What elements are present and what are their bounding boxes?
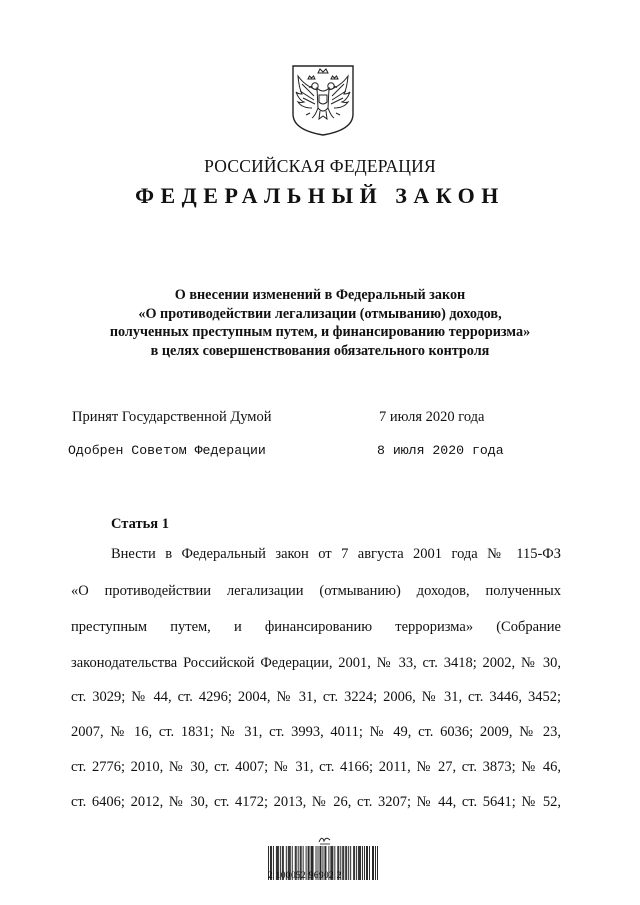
article-text-line: «О противодействии легализации (отмыванию) доходов, полученных: [71, 583, 561, 599]
article-text-line: законодательства Российской Федерации, 2001, № 33, ст. 3418; 2002, № 30,: [71, 655, 561, 671]
barcode-number: 2 100052 96902 2: [268, 871, 342, 881]
title-line: О внесении изменений в Федеральный закон: [174, 287, 466, 303]
title-line: в целях совершенствования обязательного контроля: [150, 343, 490, 360]
article-text-line: преступным путем, и финансированию терроризма» (Собрание: [71, 619, 561, 635]
article-text-line: ст. 3029; № 44, ст. 4296; 2004, № 31, ст. 3224; 2006, № 31, ст. 3446, 3452;: [71, 689, 561, 705]
registration-mark-icon: [318, 833, 332, 845]
coat-of-arms-icon: [290, 64, 356, 136]
article-text-line: Внести в Федеральный закон от 7 августа 2001 года № 115-ФЗ: [111, 546, 561, 562]
council-approval-date: 8 июля 2020 года: [377, 443, 504, 458]
article-text-line: 2007, № 16, ст. 1831; № 31, ст. 3993, 4011; № 49, ст. 6036; 2009, № 23,: [71, 724, 561, 740]
country-name: РОССИЙСКАЯ ФЕДЕРАЦИЯ: [204, 156, 436, 176]
title-line: полученных преступным путем, и финансированию терроризма»: [109, 324, 531, 341]
article-heading: Статья 1: [111, 516, 169, 532]
article-text-line: ст. 6406; 2012, № 30, ст. 4172; 2013, № 26, ст. 3207; № 44, ст. 5641; № 52,: [71, 794, 561, 810]
law-type: ФЕДЕРАЛЬНЫЙ ЗАКОН: [135, 183, 505, 208]
duma-adoption-date: 7 июля 2020 года: [379, 409, 485, 425]
duma-adoption-label: Принят Государственной Думой: [72, 409, 272, 425]
article-text-line: ст. 2776; 2010, № 30, ст. 4007; № 31, ст. 4166; 2011, № 27, ст. 3873; № 46,: [71, 759, 561, 775]
title-line: «О противодействии легализации (отмыванию) доходов,: [138, 305, 502, 322]
council-approval-label: Одобрен Советом Федерации: [68, 443, 266, 458]
law-title: [60, 286, 580, 361]
